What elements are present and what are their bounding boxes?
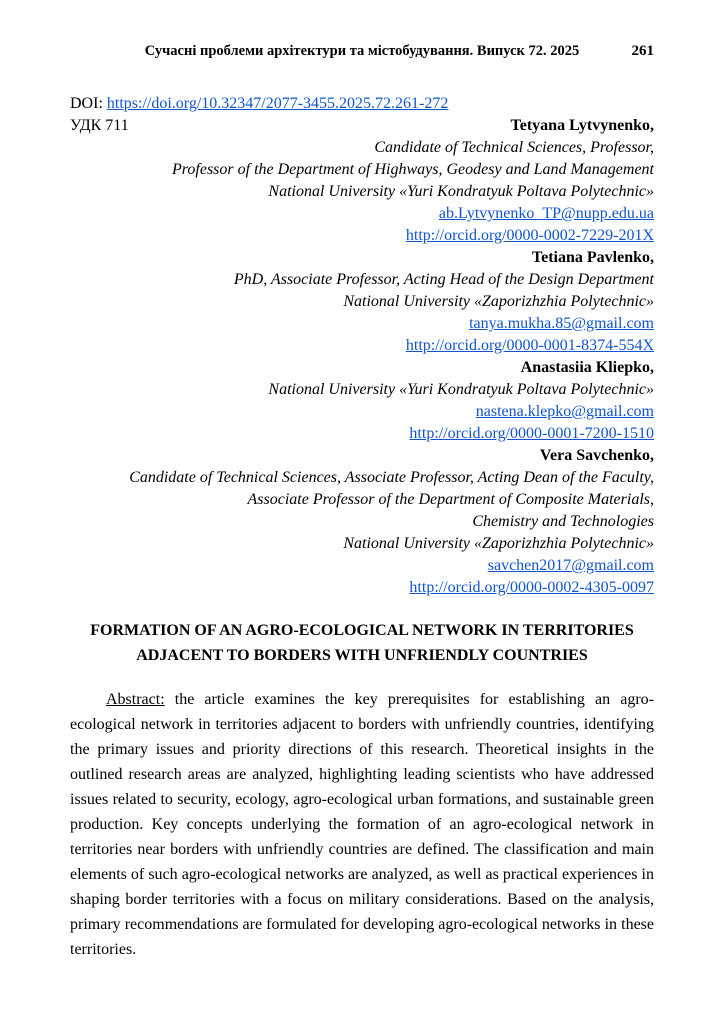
author-name: Tetyana Lytvynenko, (510, 117, 654, 134)
author-email-link[interactable]: savchen2017@gmail.com (487, 557, 654, 574)
journal-title: Сучасні проблеми архітектури та містобудування. Випуск 72. 2025 (144, 43, 580, 59)
page-number: 261 (631, 43, 654, 59)
author-orcid-row (70, 423, 654, 445)
author-affiliation-line: PhD, Associate Professor, Acting Head of the Design Department (233, 271, 654, 288)
author-block (70, 445, 654, 599)
author-block (70, 115, 654, 247)
author-orcid-link[interactable]: http://orcid.org/0000-0002-4305-0097 (409, 579, 654, 596)
author-orcid-row (70, 335, 654, 357)
doi-link[interactable]: https://doi.org/10.32347/2077-3455.2025.72.261-272 (106, 95, 449, 112)
udc-author-row (70, 115, 654, 137)
author-affiliation-line: National University «Zaporizhzhia Polytechnic» (343, 293, 654, 310)
paper-title-line: FORMATION OF AN AGRO-ECOLOGICAL NETWORK IN TERRITORIES (90, 622, 634, 639)
author-block (70, 357, 654, 445)
author-orcid-link[interactable]: http://orcid.org/0000-0001-8374-554X (405, 337, 654, 354)
author-affiliation-line: National University «Yuri Kondratyuk Poltava Polytechnic» (268, 381, 654, 398)
paper-title (70, 618, 654, 668)
author-email-link[interactable]: tanya.mukha.85@gmail.com (469, 315, 654, 332)
author-name: Anastasiia Kliepko, (520, 359, 654, 376)
author-affiliation-line: Candidate of Technical Sciences, Professor, (374, 139, 654, 156)
author-affiliation-line: Chemistry and Technologies (472, 513, 654, 530)
author-affiliation-line: Professor of the Department of Highways, Geodesy and Land Management (171, 161, 654, 178)
author-affiliation-line: Associate Professor of the Department of Composite Materials, (247, 491, 654, 508)
author-affiliation-line: National University «Yuri Kondratyuk Poltava Polytechnic» (268, 183, 654, 200)
paper-title-line: ADJACENT TO BORDERS WITH UNFRIENDLY COUNTRIES (136, 647, 588, 664)
author-email-link[interactable]: nastena.klepko@gmail.com (475, 403, 654, 420)
author-email-row (70, 313, 654, 335)
doi-row (70, 93, 654, 115)
page-header (70, 42, 654, 60)
author-email-row (70, 401, 654, 423)
author-email-link[interactable]: ab.Lytvynenko_TP@nupp.edu.ua (438, 205, 654, 222)
abstract-paragraph (70, 687, 654, 962)
author-email-row (70, 555, 654, 577)
author-affiliation-line: Candidate of Technical Sciences, Associate Professor, Acting Dean of the Faculty, (129, 469, 654, 486)
doi-label: DOI: (70, 95, 107, 112)
author-name: Vera Savchenko, (539, 447, 654, 464)
author-orcid-row (70, 225, 654, 247)
abstract-label: Abstract: (106, 691, 165, 708)
author-orcid-row (70, 577, 654, 599)
author-affiliation-line: National University «Zaporizhzhia Polytechnic» (343, 535, 654, 552)
author-name: Tetiana Pavlenko, (531, 249, 654, 266)
author-email-row (70, 203, 654, 225)
author-orcid-link[interactable]: http://orcid.org/0000-0002-7229-201X (405, 227, 654, 244)
abstract-text: the article examines the key prerequisites for establishing an agro-ecological network in territories adjacent to borders with unfriendly countries, identifying the primary issues and priority directions of this research. Theoretical insights in the outlined research areas are analyzed, highlighting leading scientists who have addressed issues related to security, ecology, agro-ecological urban formations, and sustainable green production. Key concepts underlying the formation of an agro-ecological network in territories near borders with unfriendly countries are defined. The classification and main elements of such agro-ecological networks are analyzed, as well as practical experiences in shaping border territories with a focus on military considerations. Based on the analysis, primary recommendations are formulated for developing agro-ecological networks in these territories. (70, 691, 654, 958)
udc-label: УДК 711 (70, 117, 129, 134)
author-block (70, 247, 654, 357)
author-orcid-link[interactable]: http://orcid.org/0000-0001-7200-1510 (409, 425, 654, 442)
